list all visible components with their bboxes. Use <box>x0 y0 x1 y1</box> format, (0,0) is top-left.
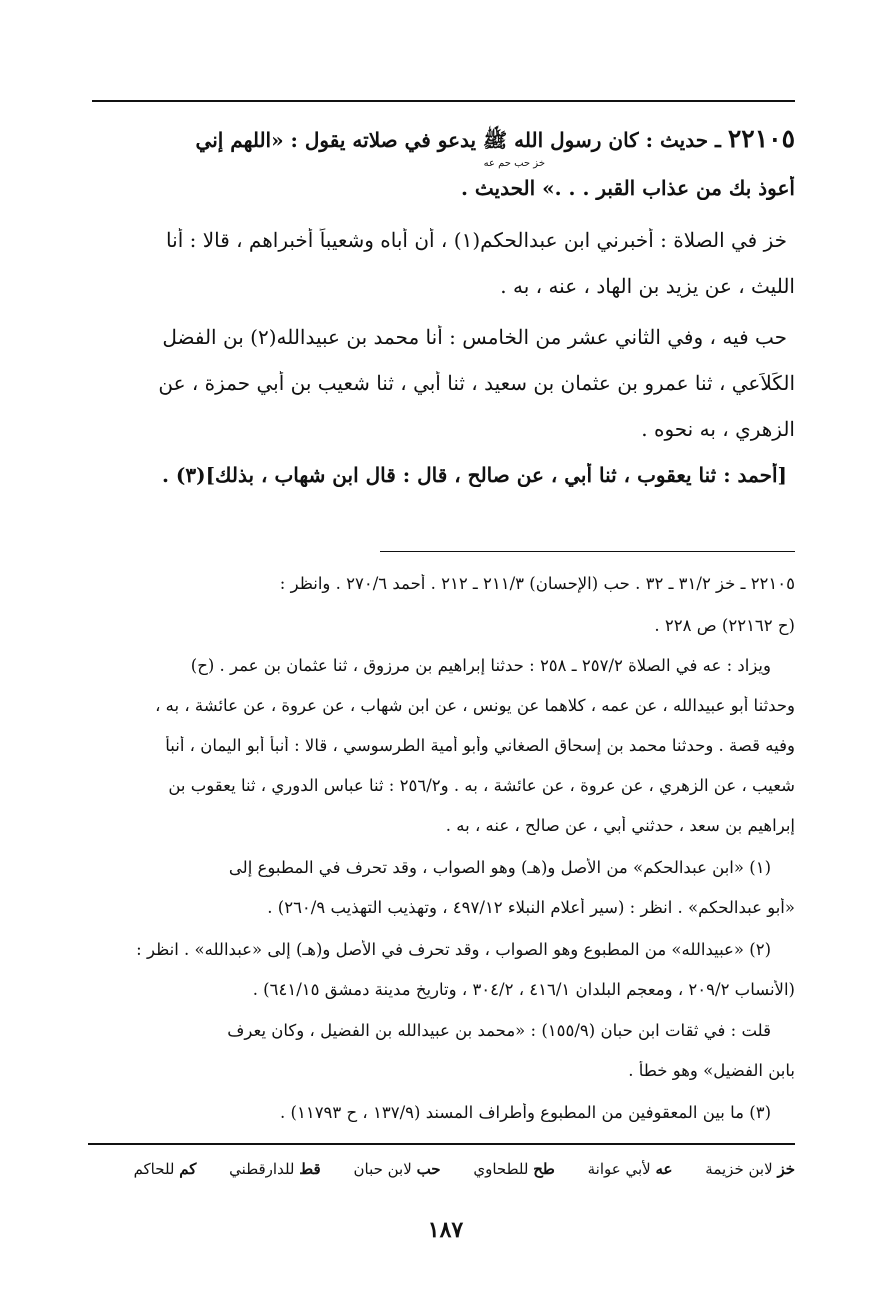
page-number: ١٨٧ <box>427 1217 464 1243</box>
hadith-number: ٢٢١٠٥ <box>727 124 795 153</box>
hadith-text-1: ـ حديث : كان رسول الله ﷺ يدعو في صلاته يقول : «اللهم إني <box>195 128 721 152</box>
footnote-line: (ح ٢٢١٦٢) ص ٢٢٨ . <box>654 616 795 635</box>
footnote-line: «أبو عبدالحكم» . انظر : (سير أعلام النبلاء ٤٩٧/١٢ ، وتهذيب التهذيب ٢٦٠/٩) . <box>267 898 795 917</box>
abbreviations-rule <box>88 1143 795 1145</box>
abbr-code: حب <box>416 1160 441 1178</box>
abbr-name: للحاكم <box>133 1160 175 1178</box>
footnote-line: إبراهيم بن سعد ، حدثني أبي ، عن صالح ، عنه ، به . <box>445 816 795 835</box>
abbr-code: خز <box>777 1160 795 1178</box>
abbr-code: طح <box>533 1160 555 1178</box>
abbr-name: لأبي عوانة <box>587 1160 651 1178</box>
abbr-item <box>120 1160 197 1178</box>
abbr-item <box>459 1160 554 1178</box>
body-line: الليث ، عن يزيد بن الهاد ، عنه ، به . <box>500 274 795 298</box>
hadith-heading <box>92 124 795 157</box>
footnote-separator <box>380 551 795 552</box>
hadith-text-2: أعوذ بك من عذاب القبر . . .» الحديث . <box>460 176 795 200</box>
abbr-item <box>339 1160 440 1178</box>
body-line: الكَلاَعي ، ثنا عمرو بن عثمان بن سعيد ، ثنا أبي ، ثنا شعيب بن أبي حمزة ، عن <box>158 371 795 395</box>
abbr-code: كم <box>179 1160 197 1178</box>
sigla-text: خز حب حم عه <box>483 158 545 169</box>
body-line-bracketed: [أحمد : ثنا يعقوب ، ثنا أبي ، عن صالح ، قال : قال ابن شهاب ، بذلك](٣) . <box>161 463 787 487</box>
abbr-name: لابن خزيمة <box>705 1160 773 1178</box>
footnote-line: (٣) ما بين المعقوفين من المطبوع وأطراف المسند (١٣٧/٩ ، ح ١١٧٩٣) . <box>280 1103 771 1122</box>
footnote-line: قلت : في ثقات ابن حبان (١٥٥/٩) : «محمد بن عبيدالله بن الفضيل ، وكان يعرف <box>227 1021 771 1040</box>
abbreviations-key <box>92 1160 795 1178</box>
footnote-line: ويزاد : عه في الصلاة ٢٥٧/٢ ـ ٢٥٨ : حدثنا إبراهيم بن مرزوق ، ثنا عثمان بن عمر . (ح) <box>190 656 771 675</box>
hadith-sigla <box>92 158 545 169</box>
footnote-line: شعيب ، عن الزهري ، عن عروة ، عن عائشة ، به . و٢٥٦/٢ : ثنا عباس الدوري ، ثنا يعقوب بن <box>168 776 795 795</box>
abbr-item <box>215 1160 321 1178</box>
footnote-line: وفيه قصة . وحدثنا محمد بن إسحاق الصغاني وأبو أمية الطرسوسي ، قالا : أنبأ أبو اليمان ، أنبأ <box>165 736 795 755</box>
abbr-item <box>574 1160 673 1178</box>
header-rule <box>92 100 795 102</box>
body-line: الزهري ، به نحوه . <box>641 417 795 441</box>
footnote-line: وحدثنا أبو عبيدالله ، عن عمه ، كلاهما عن يونس ، عن ابن شهاب ، عن عروة ، عن عائشة ، به ، <box>155 696 795 715</box>
footnote-line: ٢٢١٠٥ ـ خز ٣١/٢ ـ ٣٢ . حب (الإحسان) ٢١١/٣ ـ ٢١٢ . أحمد ٢٧٠/٦ . وانظر : <box>279 574 795 593</box>
footnote-line: بابن الفضيل» وهو خطأ . <box>628 1061 795 1080</box>
body-line: حب فيه ، وفي الثاني عشر من الخامس : أنا محمد بن عبيدالله(٢) بن الفضل <box>162 325 787 349</box>
abbr-code: عه <box>655 1160 673 1178</box>
abbr-name: للطحاوي <box>473 1160 529 1178</box>
abbr-name: للدارقطني <box>229 1160 295 1178</box>
abbr-item <box>691 1160 795 1178</box>
body-line: خز في الصلاة : أخبرني ابن عبدالحكم(١) ، أن أباه وشعيباً أخبراهم ، قالا : أنا <box>166 228 787 252</box>
footnote-line: (الأنساب ٢٠٩/٢ ، ومعجم البلدان ٤١٦/١ ، ٣٠٤/٢ ، وتاريخ مدينة دمشق ٦٤١/١٥) . <box>252 980 795 999</box>
abbr-code: قط <box>299 1160 321 1178</box>
footnote-line: (٢) «عبيدالله» من المطبوع وهو الصواب ، وقد تحرف في الأصل و(هـ) إلى «عبدالله» . انظر : <box>136 940 771 959</box>
abbr-name: لابن حبان <box>353 1160 412 1178</box>
footnote-line: (١) «ابن عبدالحكم» من الأصل و(هـ) وهو الصواب ، وقد تحرف في المطبوع إلى <box>228 858 771 877</box>
